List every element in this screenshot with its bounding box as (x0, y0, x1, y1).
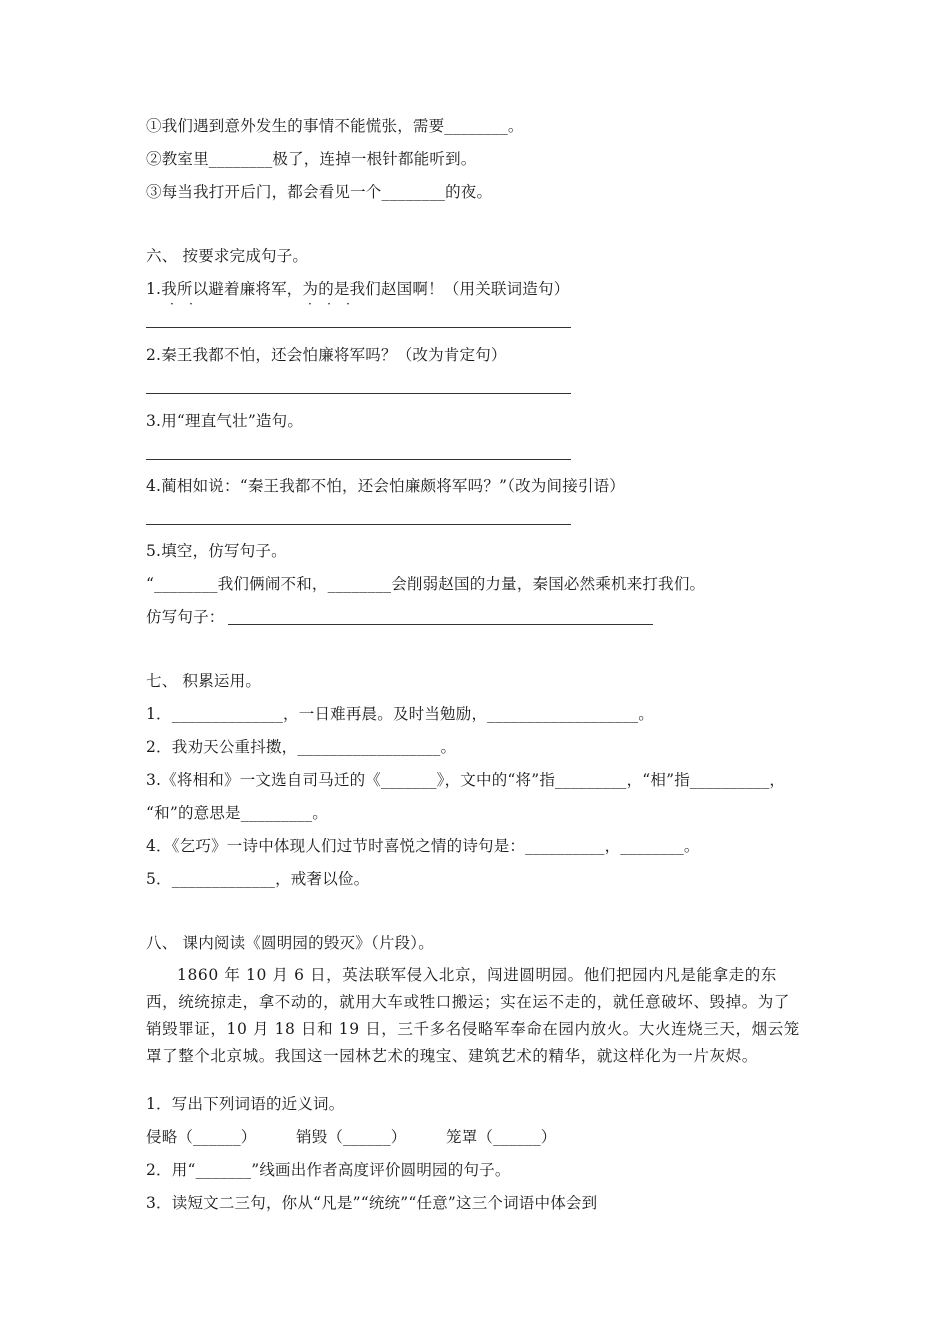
answer-line[interactable] (146, 459, 571, 460)
answer-line[interactable] (146, 393, 571, 394)
fill-blank-sentence-2: ②教室里________极了，连掉一根针都能听到。 (146, 150, 477, 168)
question-6-3: 3.用“理直气壮”造句。 (146, 412, 304, 430)
section-7-heading: 七、 积累运用。 (146, 672, 262, 690)
section-8-heading: 八、 课内阅读《圆明园的毁灭》（片段）。 (146, 934, 434, 952)
synonym-item-1: 侵略（______） (146, 1128, 257, 1146)
question-8-2: 2．用“_______”线画出作者高度评价圆明园的句子。 (146, 1161, 511, 1179)
emphasis-dots: · · · (308, 297, 350, 311)
answer-line[interactable] (228, 624, 653, 625)
question-8-1: 1．写出下列词语的近义词。 (146, 1095, 345, 1113)
question-6-2: 2.秦王我都不怕，还会怕廉将军吗？（改为肯定句） (146, 346, 507, 364)
emphasis-dots: · · (170, 297, 193, 311)
question-7-2: 2．我劝天公重抖擞，__________________。 (146, 738, 457, 756)
fill-blank-sentence-3: ③每当我打开后门，都会看见一个________的夜。 (146, 183, 493, 201)
question-6-5: 5.填空，仿写句子。 (146, 542, 287, 560)
answer-line[interactable] (146, 524, 571, 525)
question-7-4: 4．《乞巧》一诗中体现人们过节时喜悦之情的诗句是：__________，________。 (146, 837, 700, 855)
reading-passage: 1860 年 10 月 6 日，英法联军侵入北京，闯进圆明园。他们把园内凡是能拿走的东西，统统掠走，拿不动的，就用大车或牲口搬运；实在运不走的，就任意破坏、毁掉。为了销毁罪证，10 月 18 日和 19 日，三千多名侵略军奉命在园内放火。大火连烧三天，烟云笼罩了整个北京城。我国这一园林艺术的瑰宝、建筑艺术的精华，就这样化为一片灰烬。 (146, 966, 800, 1065)
question-8-3: 3．读短文二三句，你从“凡是”“统统”“任意”这三个词语中体会到 (146, 1194, 598, 1212)
question-6-4: 4.蔺相如说：“秦王我都不怕，还会怕廉颇将军吗？”（改为间接引语） (146, 477, 625, 495)
question-6-1: 1.我所以避着廉将军，为的是我们赵国啊！（用关联词造句） (146, 280, 570, 298)
synonym-item-3: 笼罩（______） (446, 1128, 557, 1146)
answer-line[interactable] (146, 327, 571, 328)
imitation-label: 仿写句子： (146, 608, 225, 626)
fill-blank-sentence-1: ①我们遇到意外发生的事情不能慌张，需要________。 (146, 117, 524, 135)
section-6-heading: 六、 按要求完成句子。 (146, 247, 309, 265)
question-7-1: 1．______________，一日难再晨。及时当勉励，___________________。 (146, 705, 654, 723)
imitation-source-sentence: “________我们俩闹不和，________会削弱赵国的力量，秦国必然乘机来打我们。 (146, 575, 706, 593)
question-7-3: 3.《将相和》一文选自司马迁的《_______》，文中的“将”指_________，“相”指__________， (146, 771, 786, 789)
question-7-5: 5．_____________，戒奢以俭。 (146, 870, 370, 888)
synonym-item-2: 销毁（______） (296, 1128, 407, 1146)
question-7-3-continued: “和”的意思是_________。 (146, 804, 328, 822)
